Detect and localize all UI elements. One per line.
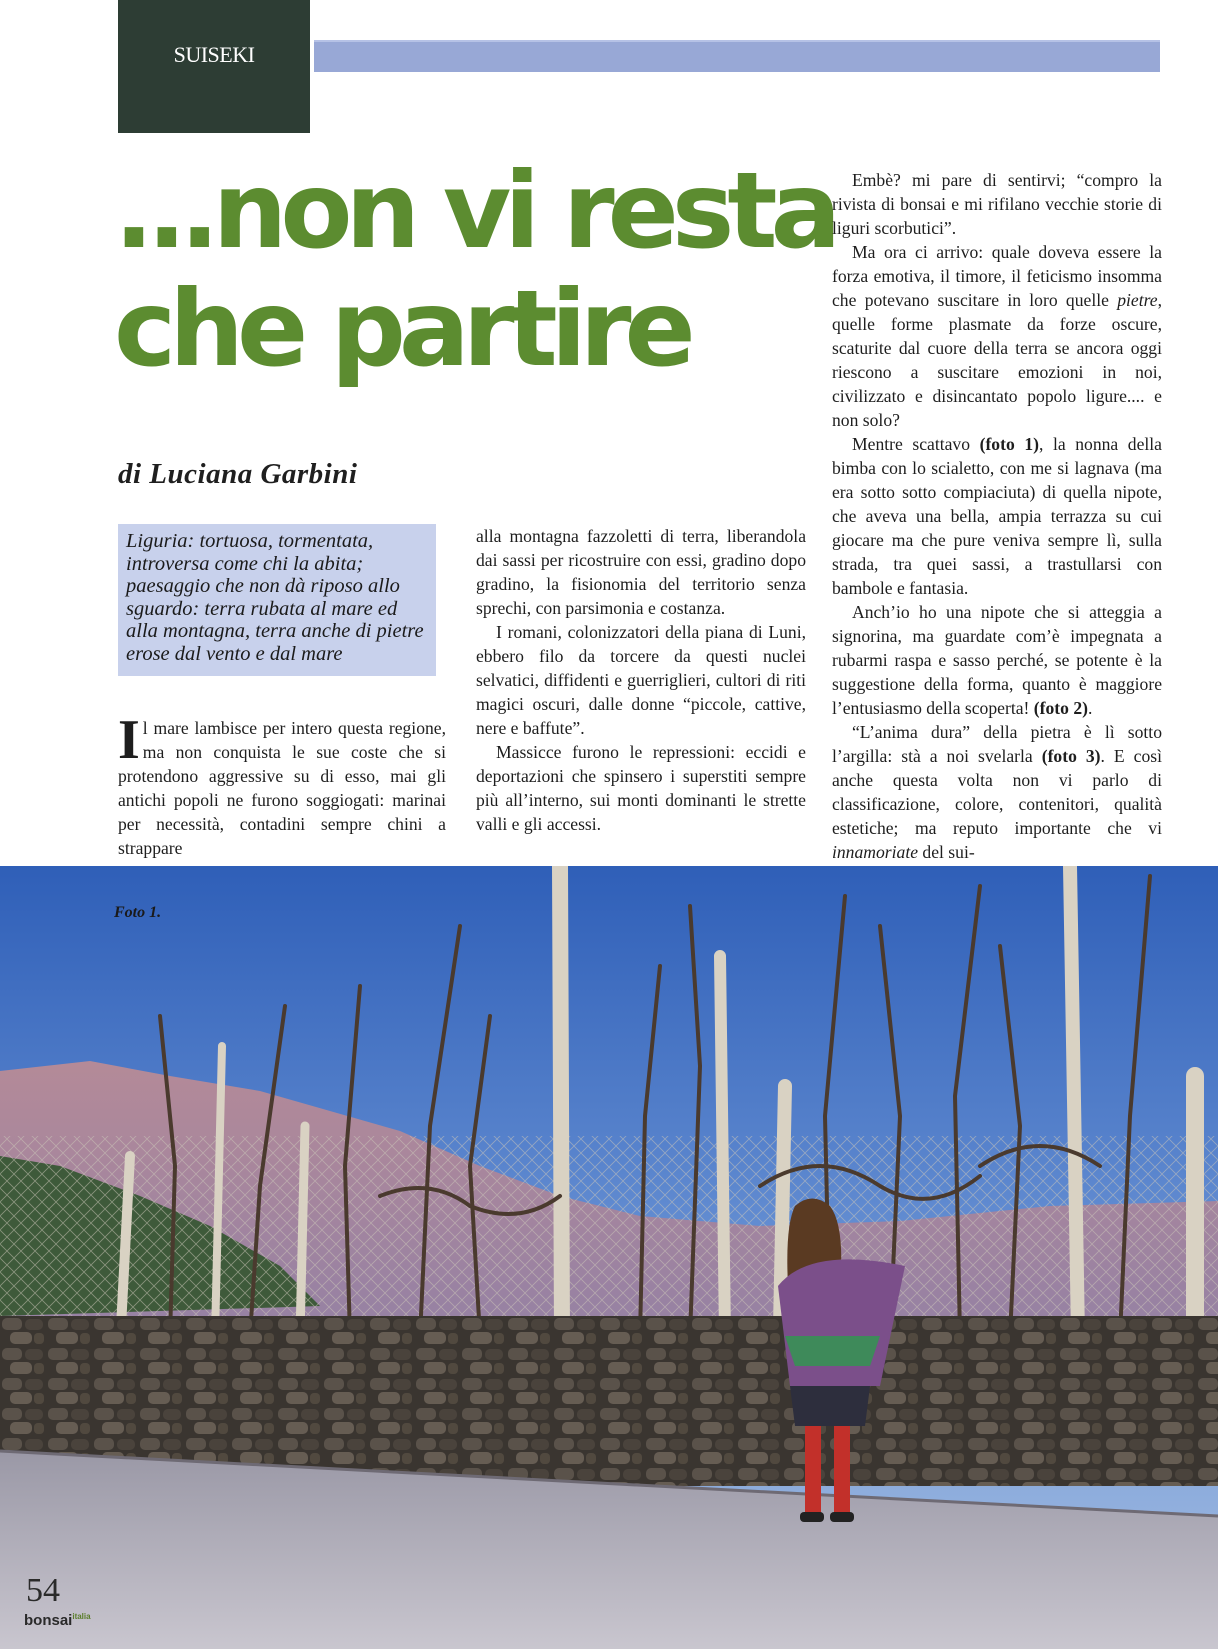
paragraph: Massicce furono le repressioni: eccidi e deportazioni che spinsero i superstiti sempre più all’interno, sui monti dominanti le strette valli e gli accessi. — [476, 742, 806, 834]
photo-foto-1 — [0, 866, 1218, 1649]
paragraph: alla montagna fazzoletti di terra, liberandola dai sassi per ricostruire con essi, gradino dopo gradino, la fisionomia del territorio senza sprechi, con parsimonia e costanza. — [476, 526, 806, 618]
paragraph-text: l mare lambisce per intero questa regione, ma non conquista le sue coste che si protendono aggressive su di esso, mai gli antichi popoli ne furono soggiogati: marinai per necessità, contadini sempre chini a strappare — [118, 718, 446, 858]
photo-illustration — [0, 866, 1218, 1649]
text: . — [1088, 698, 1093, 718]
paragraph — [832, 600, 1162, 720]
magazine-logo — [24, 1612, 91, 1629]
text: Mentre scattavo — [852, 434, 980, 454]
brand-name: bonsai — [24, 1612, 73, 1629]
text: del sui- — [918, 842, 975, 862]
section-box — [118, 0, 310, 133]
paragraph: I romani, colonizzatori della piana di Luni, ebbero filo da torcere da questi nuclei selvatici, diffidenti e guerriglieri, cultori di riti magici oscuri, dalle donne “piccole, cattive, nere e baffute”. — [476, 622, 806, 738]
photo-ref: (foto 3) — [1041, 746, 1101, 766]
article-column-3 — [832, 168, 1162, 864]
photo-ref: (foto 2) — [1033, 698, 1089, 718]
drop-cap: I — [118, 709, 140, 771]
photo-caption: Foto 1. — [114, 904, 162, 921]
headline — [114, 152, 834, 388]
lead-box: Liguria: tortuosa, tormentata, introversa come chi la abita; paesaggio che non dà riposo allo sguardo: terra rubata al mare ed alla montagna, terra anche di pietre erose dal vento e dal mare — [118, 524, 436, 676]
headline-line-2: che partire — [114, 268, 689, 390]
headline-line-1: ...non vi resta — [114, 150, 835, 272]
section-bar — [314, 40, 1160, 72]
page-number: 54 — [26, 1572, 60, 1609]
paragraph — [832, 432, 1162, 600]
emphasis: innamoriate — [832, 842, 919, 862]
paragraph — [118, 709, 446, 860]
text: . E così anche questa volta non vi parlo di classificazione, colore, contenitori, qualità estetiche; ma reputo importante che vi — [832, 746, 1162, 838]
text: “L’anima dura” della pietra è lì sotto l’argilla: stà a noi svelarla — [832, 722, 1162, 766]
text: Ma ora ci arrivo: quale doveva essere la forza emotiva, il timore, il feticismo insomma che potevano suscitare in loro quelle — [832, 242, 1162, 310]
byline: di Luciana Garbini — [118, 458, 358, 490]
text: Anch’io ho una nipote che si atteggia a signorina, ma guardate com’è impegnata a rubarmi raspa e sasso perché, se potente è la suggestione della forma, quanto è maggiore l’entusiasmo della scoperta! — [832, 602, 1162, 718]
brand-sub: italia — [72, 1612, 91, 1621]
article-column-2 — [476, 524, 806, 836]
emphasis: pietre — [1117, 290, 1158, 310]
paragraph — [832, 720, 1162, 864]
photo-ref: (foto 1) — [979, 434, 1039, 454]
paragraph — [832, 240, 1162, 432]
text: , la nonna della bimba con lo scialetto, con me si lagnava (ma era sotto sotto compiaciuta) di quella nipote, che aveva una bella, ampia terrazza su cui giocare ma che pure veniva sempre lì, sulla strada, tra quei sassi, a trastullarsi con bambole e fantasia. — [832, 434, 1162, 598]
paragraph: Embè? mi pare di sentirvi; “compro la rivista di bonsai e mi rifilano vecchie storie di liguri scorbutici”. — [832, 170, 1162, 238]
article-column-1 — [118, 709, 446, 860]
section-label: SUISEKI — [173, 42, 255, 67]
text: , quelle forme plasmate da forze oscure, scaturite dal cuore della terra se ancora oggi riescono a suscitare emozioni in noi, civilizzato e disincantato popolo ligure.... e non solo? — [832, 290, 1162, 430]
